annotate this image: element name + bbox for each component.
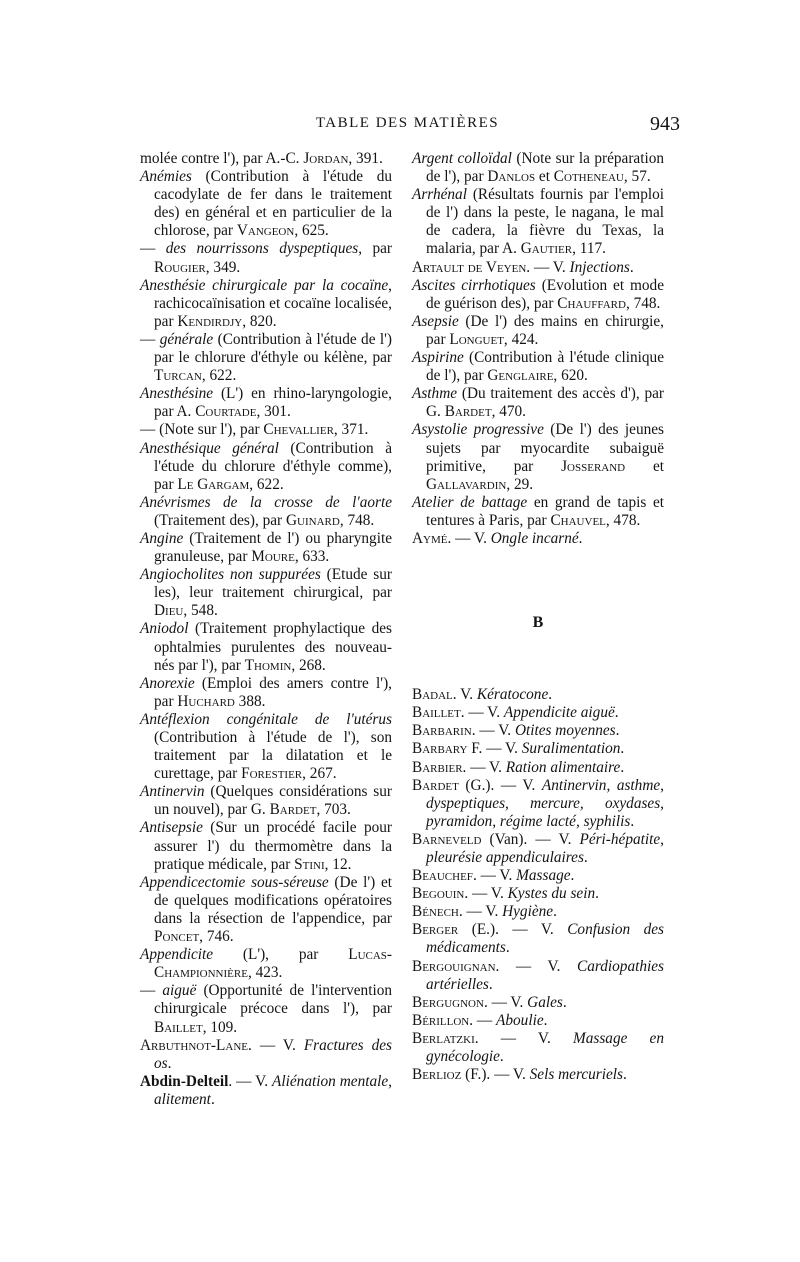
entry-author: Rougier	[154, 258, 206, 276]
entry-text: , 548.	[183, 602, 218, 620]
page-header	[135, 113, 680, 137]
index-entry	[140, 946, 392, 982]
entry-text: , 391.	[348, 150, 383, 167]
entry-text: , 349.	[205, 258, 241, 276]
index-entry	[140, 711, 392, 783]
entry-subject: générale	[159, 330, 214, 348]
entry-author: Beauchef	[412, 867, 473, 885]
index-entry	[140, 421, 392, 439]
index-entry	[412, 867, 664, 885]
entry-subject: aiguë	[162, 982, 197, 1000]
entry-text: . V.	[452, 686, 477, 704]
entry-subject: Massage en gynécologie	[426, 1029, 664, 1066]
index-entry	[412, 704, 664, 722]
entry-text: , par	[358, 240, 392, 258]
entry-text: , 109.	[202, 1018, 238, 1036]
index-entry	[140, 385, 392, 421]
index-entry	[412, 1030, 664, 1066]
entry-author: Stini	[294, 855, 325, 873]
entry-text: , 625.	[294, 222, 329, 240]
entry-text: , 12.	[324, 855, 352, 873]
entry-text: .	[543, 1011, 548, 1029]
entry-subject: Angiocholites non suppurées	[140, 566, 321, 584]
entry-text: (Etude sur les), leur traitement chirurgical, par	[154, 566, 392, 602]
entry-text: (Contribution à l'étude du chlorure d'éthyle comme), par	[154, 439, 392, 493]
entry-text: , 820.	[242, 312, 277, 330]
entry-text: .	[595, 885, 599, 903]
entry-text: , 748.	[339, 511, 375, 529]
entry-author: Baillet	[412, 704, 461, 722]
entry-text: . — V.	[228, 1072, 273, 1090]
entry-author: Bérillon	[412, 1011, 470, 1029]
entry-author: Poncet	[154, 928, 200, 946]
index-entry	[140, 620, 392, 674]
index-entry	[412, 740, 664, 758]
entry-author: Abdin-Delteil	[140, 1072, 229, 1090]
entry-text: .	[499, 1048, 504, 1066]
index-entry	[140, 150, 392, 168]
entry-author: Courtade	[195, 403, 257, 421]
entry-text: , 748.	[625, 294, 661, 312]
entry-text: (Emploi des amers contre l'), par	[154, 674, 392, 710]
index-entry	[412, 885, 664, 903]
entry-text: molée contre l'), par A.-C.	[140, 150, 304, 167]
entry-text: , 470.	[491, 403, 526, 421]
index-entry	[412, 958, 664, 994]
entry-subject: Anesthésique général	[140, 439, 279, 457]
index-entry	[412, 259, 664, 277]
entry-text: (Résultats fournis par l'emploi de l') dans la peste, le nagana, le mal de cadera, la fièvre du Texas, la malaria, par A.	[426, 186, 664, 258]
entry-text: et	[625, 457, 664, 475]
entry-subject: Anévrismes de la crosse de l'aorte	[140, 493, 392, 511]
entry-text: . —	[469, 1011, 497, 1029]
entry-text: (E.). — V.	[458, 921, 568, 939]
entry-text: , 622.	[249, 475, 284, 493]
entry-author: Bergugnon	[412, 993, 484, 1011]
entry-author: Barbier	[412, 758, 463, 776]
entry-text: (Contribution à l'étude de l'), son traitement par la dilatation et le curettage, par	[154, 729, 392, 783]
entry-author: Aymé	[412, 529, 448, 547]
entry-author: Vangeon	[236, 222, 295, 240]
entry-text: F. — V.	[467, 740, 522, 758]
entry-subject: Anorexie	[140, 674, 195, 692]
entry-subject: Angine	[140, 529, 184, 547]
entry-author: Le Gargam	[177, 475, 250, 493]
entry-subject: Anémies	[140, 168, 192, 186]
entry-author: Barbary	[412, 740, 468, 758]
index-entry	[140, 277, 392, 331]
entry-subject: Aniodol	[140, 620, 189, 638]
entry-text: — (Note sur l'), par	[140, 421, 264, 439]
entry-text: (L'), par	[213, 946, 349, 964]
index-entry	[140, 982, 392, 1036]
entry-text: et	[535, 168, 554, 186]
index-entry	[412, 722, 664, 740]
index-entry	[140, 874, 392, 946]
entry-text: . — V.	[495, 957, 578, 975]
entry-text: (L') en rhino-laryngologie, par A.	[154, 385, 392, 421]
entry-text: , 622.	[201, 367, 237, 385]
entry-subject: Aliénation mentale, alitement	[154, 1072, 392, 1108]
entry-text: .	[505, 939, 510, 957]
entry-subject: Appendicectomie sous-séreuse	[140, 873, 329, 891]
index-entry	[140, 1037, 392, 1073]
entry-text: —	[140, 330, 160, 348]
entry-subject: Asystolie progressive	[412, 421, 544, 439]
entry-text: (Traitement de l') ou pharyngite granuleuse, par	[154, 529, 392, 566]
entry-text: .	[553, 903, 557, 921]
entry-author: Jordan	[303, 150, 349, 167]
entry-author: Bardet	[444, 403, 492, 421]
entry-author: Bergouignan	[412, 957, 496, 975]
entry-text: . — V.	[472, 867, 517, 885]
entry-author: Forestier	[241, 765, 303, 783]
entry-subject: Massage	[516, 867, 571, 885]
entry-text: 388.	[234, 692, 266, 710]
entry-author: Barneveld	[412, 830, 482, 848]
entry-text: (Du traitement des accès d'), par G.	[426, 385, 664, 421]
entry-author: Genglaire	[487, 367, 554, 385]
entry-author: Dieu	[154, 602, 184, 620]
entry-text: .	[614, 704, 619, 722]
index-entry	[412, 1066, 664, 1084]
index-entry	[140, 331, 392, 385]
index-entry	[412, 313, 664, 349]
entry-subject: Antinervin, asthme, dyspeptiques, mercure, oxydases, pyramidon, régime lacté, syphilis	[426, 776, 664, 830]
entry-text: .	[620, 758, 625, 776]
entry-subject: Ration alimentaire	[505, 758, 621, 776]
entry-text: , 371.	[333, 421, 369, 439]
entry-text: (F.). — V.	[461, 1066, 530, 1084]
entry-text: , 424.	[503, 330, 539, 348]
index-entry	[412, 994, 664, 1012]
entry-author: Chevallier	[263, 421, 334, 439]
entry-subject: Antinervin	[140, 783, 205, 801]
entry-author: Danlos	[487, 168, 536, 186]
index-entry	[412, 494, 664, 530]
index-entry	[140, 240, 392, 276]
entry-subject: Appendicite	[140, 946, 214, 964]
index-entry	[140, 168, 392, 240]
entry-author: Huchard	[177, 692, 235, 710]
entry-text: (Evolution et mode de guérison des), par	[426, 276, 664, 312]
entry-subject: Aboulie	[496, 1011, 544, 1029]
entry-subject: Péri-hépatite, pleurésie appendiculaires	[426, 830, 664, 866]
entry-text: .	[578, 529, 583, 547]
entry-author: Badal	[412, 686, 453, 704]
entry-author: Berlioz	[412, 1066, 462, 1084]
index-entry	[140, 1073, 392, 1109]
entry-author: Barbarin	[412, 722, 472, 740]
entry-text: (Contribution à l'étude du cacodylate de fer dans le traitement des) en général et en particulier de la chlorose, par	[154, 168, 392, 240]
entry-author: Thomin	[244, 656, 292, 674]
index-entry	[412, 759, 664, 777]
entry-text: . — V.	[474, 1029, 573, 1047]
entry-text: (Note sur la préparation de l'), par	[426, 150, 664, 186]
entry-text: , 423.	[247, 964, 283, 982]
entry-text: . — V.	[483, 993, 528, 1011]
entry-text: (G.). — V.	[458, 776, 542, 794]
entry-subject: Anesthésine	[140, 385, 214, 403]
index-entry	[140, 819, 392, 873]
entry-text: .	[622, 1066, 627, 1084]
entry-text: , 746.	[199, 928, 234, 946]
entry-text: (Sur un procédé facile pour assurer l') du thermomètre dans la pratique médicale, par	[154, 819, 392, 873]
entry-text: , rachicocaïnisation et cocaïne localisée, par	[154, 276, 392, 330]
index-entry	[412, 903, 664, 921]
entry-author: Baillet	[154, 1018, 203, 1036]
entry-text: (Contribution à l'étude clinique de l'), par	[426, 349, 664, 385]
entry-author: Kendirdjy	[177, 312, 243, 330]
index-entry	[140, 566, 392, 620]
entry-text: . — V.	[464, 885, 508, 903]
entry-author: Berlatzki	[412, 1029, 475, 1047]
index-entry	[412, 530, 664, 548]
entry-author: Turcan	[154, 367, 202, 385]
entry-subject: Antisepsie	[140, 819, 203, 837]
entry-author: Begouin	[412, 885, 465, 903]
entry-text: , 478.	[605, 511, 641, 529]
entry-text: , 633.	[294, 548, 330, 566]
entry-subject: Confusion des médicaments	[426, 921, 664, 957]
entry-author: Guinard	[285, 511, 340, 529]
index-entry	[140, 783, 392, 819]
entry-subject: Appendicite aiguë	[503, 704, 615, 722]
entry-author: Bardet	[269, 801, 317, 819]
entry-author: Arbuthnot-Lane	[140, 1036, 248, 1054]
entry-subject: Aspirine	[412, 349, 464, 367]
index-entry	[412, 1012, 664, 1030]
entry-author: Josserand	[561, 457, 626, 475]
entry-author: Chauvel	[550, 511, 606, 529]
index-entry	[140, 494, 392, 530]
entry-subject: Asthme	[412, 385, 458, 403]
entry-text: .	[570, 867, 575, 885]
entry-text: . — V.	[471, 722, 515, 740]
entry-text: , 620.	[553, 367, 588, 385]
entry-text: . — V.	[458, 903, 503, 921]
index-entry	[412, 831, 664, 867]
entry-text: (Van). — V.	[481, 830, 580, 848]
letter-heading: B	[532, 614, 544, 632]
index-entry	[412, 421, 664, 493]
entry-subject: Hygiène	[502, 903, 554, 921]
entry-text: .	[615, 722, 620, 740]
entry-text: (Traitement des), par	[154, 511, 286, 529]
entry-subject: Injections	[569, 258, 630, 276]
entry-text: (Contribution à l'étude de l') par le chlorure d'éthyle ou kélène, par	[154, 330, 392, 367]
entry-author: Moure	[251, 548, 295, 566]
entry-text: —	[140, 982, 163, 1000]
entry-text: .	[548, 686, 553, 704]
entry-text: .	[167, 1054, 172, 1072]
index-column-left	[140, 150, 392, 1109]
entry-subject: Kystes du sein	[507, 885, 596, 903]
entry-text: .	[583, 849, 588, 866]
entry-text: en grand de tapis et tentures à Paris, par	[426, 493, 664, 529]
index-entry	[412, 921, 664, 957]
entry-text: (De l') et de quelques modifications opératoires dans la résection de l'appendice, par	[154, 873, 392, 927]
entry-author: Gautier	[520, 240, 573, 258]
running-title: TABLE DES MATIÈRES	[315, 115, 500, 131]
entry-text: .	[562, 993, 567, 1011]
index-entry	[412, 186, 664, 258]
entry-text: (De l') des jeunes sujets par myocardite subaiguë primitive, par	[426, 421, 664, 475]
index-entry	[412, 777, 664, 831]
entry-text: , 117.	[572, 240, 606, 258]
entry-subject: Suralimentation	[521, 740, 621, 758]
entry-subject: Arrhénal	[412, 186, 467, 204]
entry-author: Bénech	[412, 903, 459, 921]
entry-subject: Otites moyennes	[514, 722, 616, 740]
entry-subject: Gales	[527, 993, 563, 1011]
entry-text: .	[620, 740, 625, 758]
entry-author: Bardet	[412, 776, 459, 794]
entry-text: .	[630, 812, 635, 830]
page-number: 943	[650, 113, 680, 135]
entry-text: —	[140, 240, 166, 258]
entry-subject: des nourrissons dyspeptiques	[165, 240, 359, 258]
entry-text: . — V.	[460, 704, 504, 722]
entry-subject: Argent colloïdal	[412, 150, 512, 167]
entry-subject: Atelier de battage	[412, 493, 528, 511]
entry-subject: Ongle incarné	[490, 529, 579, 547]
entry-text: (Traitement prophylactique des ophtalmies purulentes des nouveau-nés par l'), par	[154, 620, 392, 674]
entry-subject: Asepsie	[412, 312, 459, 330]
entry-text: .	[629, 258, 634, 276]
index-entry	[412, 385, 664, 421]
entry-author: Berger	[412, 921, 459, 939]
entry-author: Gallavardin	[426, 475, 507, 493]
entry-text: . — V.	[462, 758, 506, 776]
index-entry	[140, 440, 392, 494]
entry-text: , 29.	[506, 475, 534, 493]
index-entry	[412, 277, 664, 313]
entry-text: . — V.	[247, 1036, 304, 1054]
entry-subject: Anesthésie chirurgicale par la cocaïne	[140, 276, 389, 294]
entry-text: , 301.	[256, 403, 291, 421]
entry-text: (De l') des mains en chirurgie, par	[426, 312, 664, 348]
entry-author: Chauffard	[557, 294, 626, 312]
entry-text: .	[210, 1090, 215, 1108]
index-column-right	[412, 150, 664, 1084]
entry-subject: Fractures des os	[154, 1036, 392, 1072]
index-entry	[412, 349, 664, 385]
entry-subject: Cardiopathies artérielles	[426, 957, 664, 993]
index-entry	[412, 150, 664, 186]
entry-text: , 57.	[623, 168, 651, 186]
entry-author: Lucas-Championnière	[154, 946, 392, 982]
entry-author: Cotheneau	[553, 168, 624, 186]
entry-subject: Ascites cirrhotiques	[412, 276, 536, 294]
entry-text: . — V.	[447, 529, 491, 547]
entry-subject: Antéflexion congénitale de l'utérus	[140, 710, 392, 728]
index-entry	[140, 530, 392, 566]
entry-author: Longuet	[449, 330, 504, 348]
entry-text: , 267.	[302, 765, 337, 783]
entry-text: , 268.	[291, 656, 326, 674]
entry-text: . — V.	[526, 258, 570, 276]
entry-text: , 703.	[316, 801, 351, 819]
entry-subject: Kératocone	[476, 686, 549, 704]
entry-text: (Opportunité de l'intervention chirurgicale précoce dans l'), par	[154, 982, 392, 1018]
entry-text: (Quelques considérations sur un nouvel), par G.	[154, 783, 392, 819]
entry-author: Artault de Veyen	[412, 258, 527, 276]
index-entry	[140, 675, 392, 711]
index-entry	[412, 686, 664, 704]
entry-text: .	[488, 975, 493, 993]
entry-subject: Sels mercuriels	[529, 1066, 623, 1084]
